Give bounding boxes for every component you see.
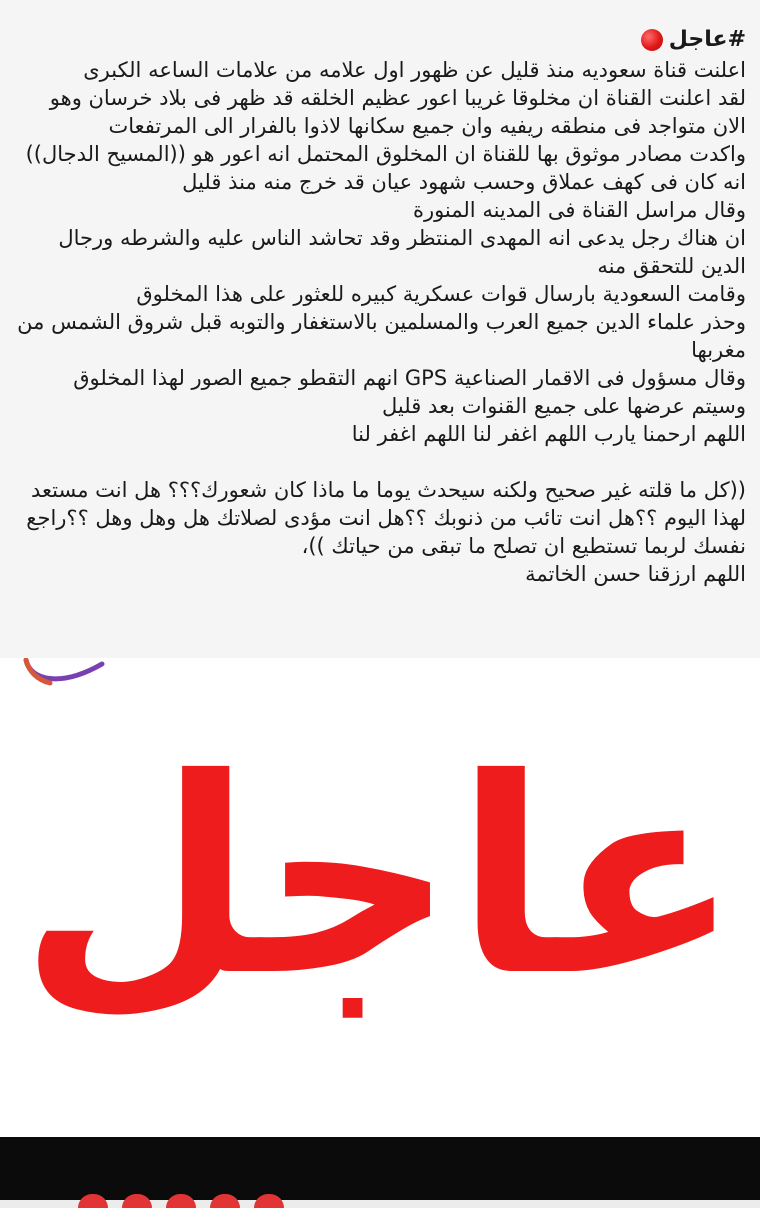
closing-paragraph-1: ((كل ما قلته غير صحيح ولكنه سيحدث يوما ما ماذا كان شعورك؟؟؟ هل انت مستعد لهذا اليوم ؟؟هل انت تائب من ذنوبك ؟؟هل انت مؤدى لصلاتك هل وهل وهل ؟؟راجع نفسك لربما تستطيع ان تصلح ما تبقى من حياتك ))، bbox=[26, 478, 746, 558]
breaking-news-word: عاجل bbox=[19, 720, 741, 1035]
post-paragraph-7: وقامت السعودية بارسال قوات عسكرية كبيره للعثور على هذا المخلوق bbox=[136, 282, 746, 306]
red-circle-icon bbox=[641, 29, 663, 51]
bottom-bar bbox=[0, 1137, 760, 1200]
hashtag-link[interactable]: #عاجل bbox=[668, 27, 746, 52]
red-dot-icon bbox=[166, 1194, 196, 1208]
post-paragraph-9: وقال مسؤول فى الاقمار الصناعية GPS انهم التقطو جميع الصور لهذا المخلوق وسيتم عرضها على جميع القنوات بعد قليل bbox=[73, 366, 746, 418]
swoosh-decoration bbox=[20, 658, 110, 688]
post-paragraph-8: وحذر علماء الدين جميع العرب والمسلمين بالاستغفار والتوبه قبل شروق الشمس من مغربها bbox=[17, 310, 746, 362]
post-paragraph-4: انه كان فى كهف عملاق وحسب شهود عيان قد خرج منه منذ قليل bbox=[182, 170, 746, 194]
red-dot-icon bbox=[254, 1194, 284, 1208]
hashtag-line bbox=[14, 26, 746, 54]
post-paragraph-1: اعلنت قناة سعوديه منذ قليل عن ظهور اول علامه من علامات الساعه الكبرى bbox=[83, 58, 746, 82]
reaction-dots-row bbox=[78, 1194, 284, 1208]
post-paragraph-3: واكدت مصادر موثوق بها للقناة ان المخلوق المحتمل انه اعور هو ((المسيح الدجال)) bbox=[25, 142, 746, 166]
post-paragraph-5: وقال مراسل القناة فى المدينه المنورة bbox=[412, 198, 746, 222]
red-dot-icon bbox=[210, 1194, 240, 1208]
post-paragraph-2: لقد اعلنت القناة ان مخلوقا غريبا اعور عظيم الخلقه قد ظهر فى بلاد خرسان وهو الان متواجد فى منطقه ريفيه وان جميع سكانها لاذوا بالفرار الى المرتفعات bbox=[49, 86, 746, 138]
post-paragraph-10: اللهم ارحمنا يارب اللهم اغفر لنا اللهم اغفر لنا bbox=[351, 422, 746, 446]
paragraph-gap bbox=[14, 448, 746, 476]
red-dot-icon bbox=[122, 1194, 152, 1208]
post-text bbox=[14, 26, 746, 588]
red-dot-icon bbox=[78, 1194, 108, 1208]
post-paragraph-6: ان هناك رجل يدعى انه المهدى المنتظر وقد تحاشد الناس عليه والشرطه ورجال الدين للتحقق منه bbox=[58, 226, 746, 278]
closing-paragraph-2: اللهم ارزقنا حسن الخاتمة bbox=[525, 562, 746, 586]
post-image[interactable] bbox=[0, 658, 760, 1137]
